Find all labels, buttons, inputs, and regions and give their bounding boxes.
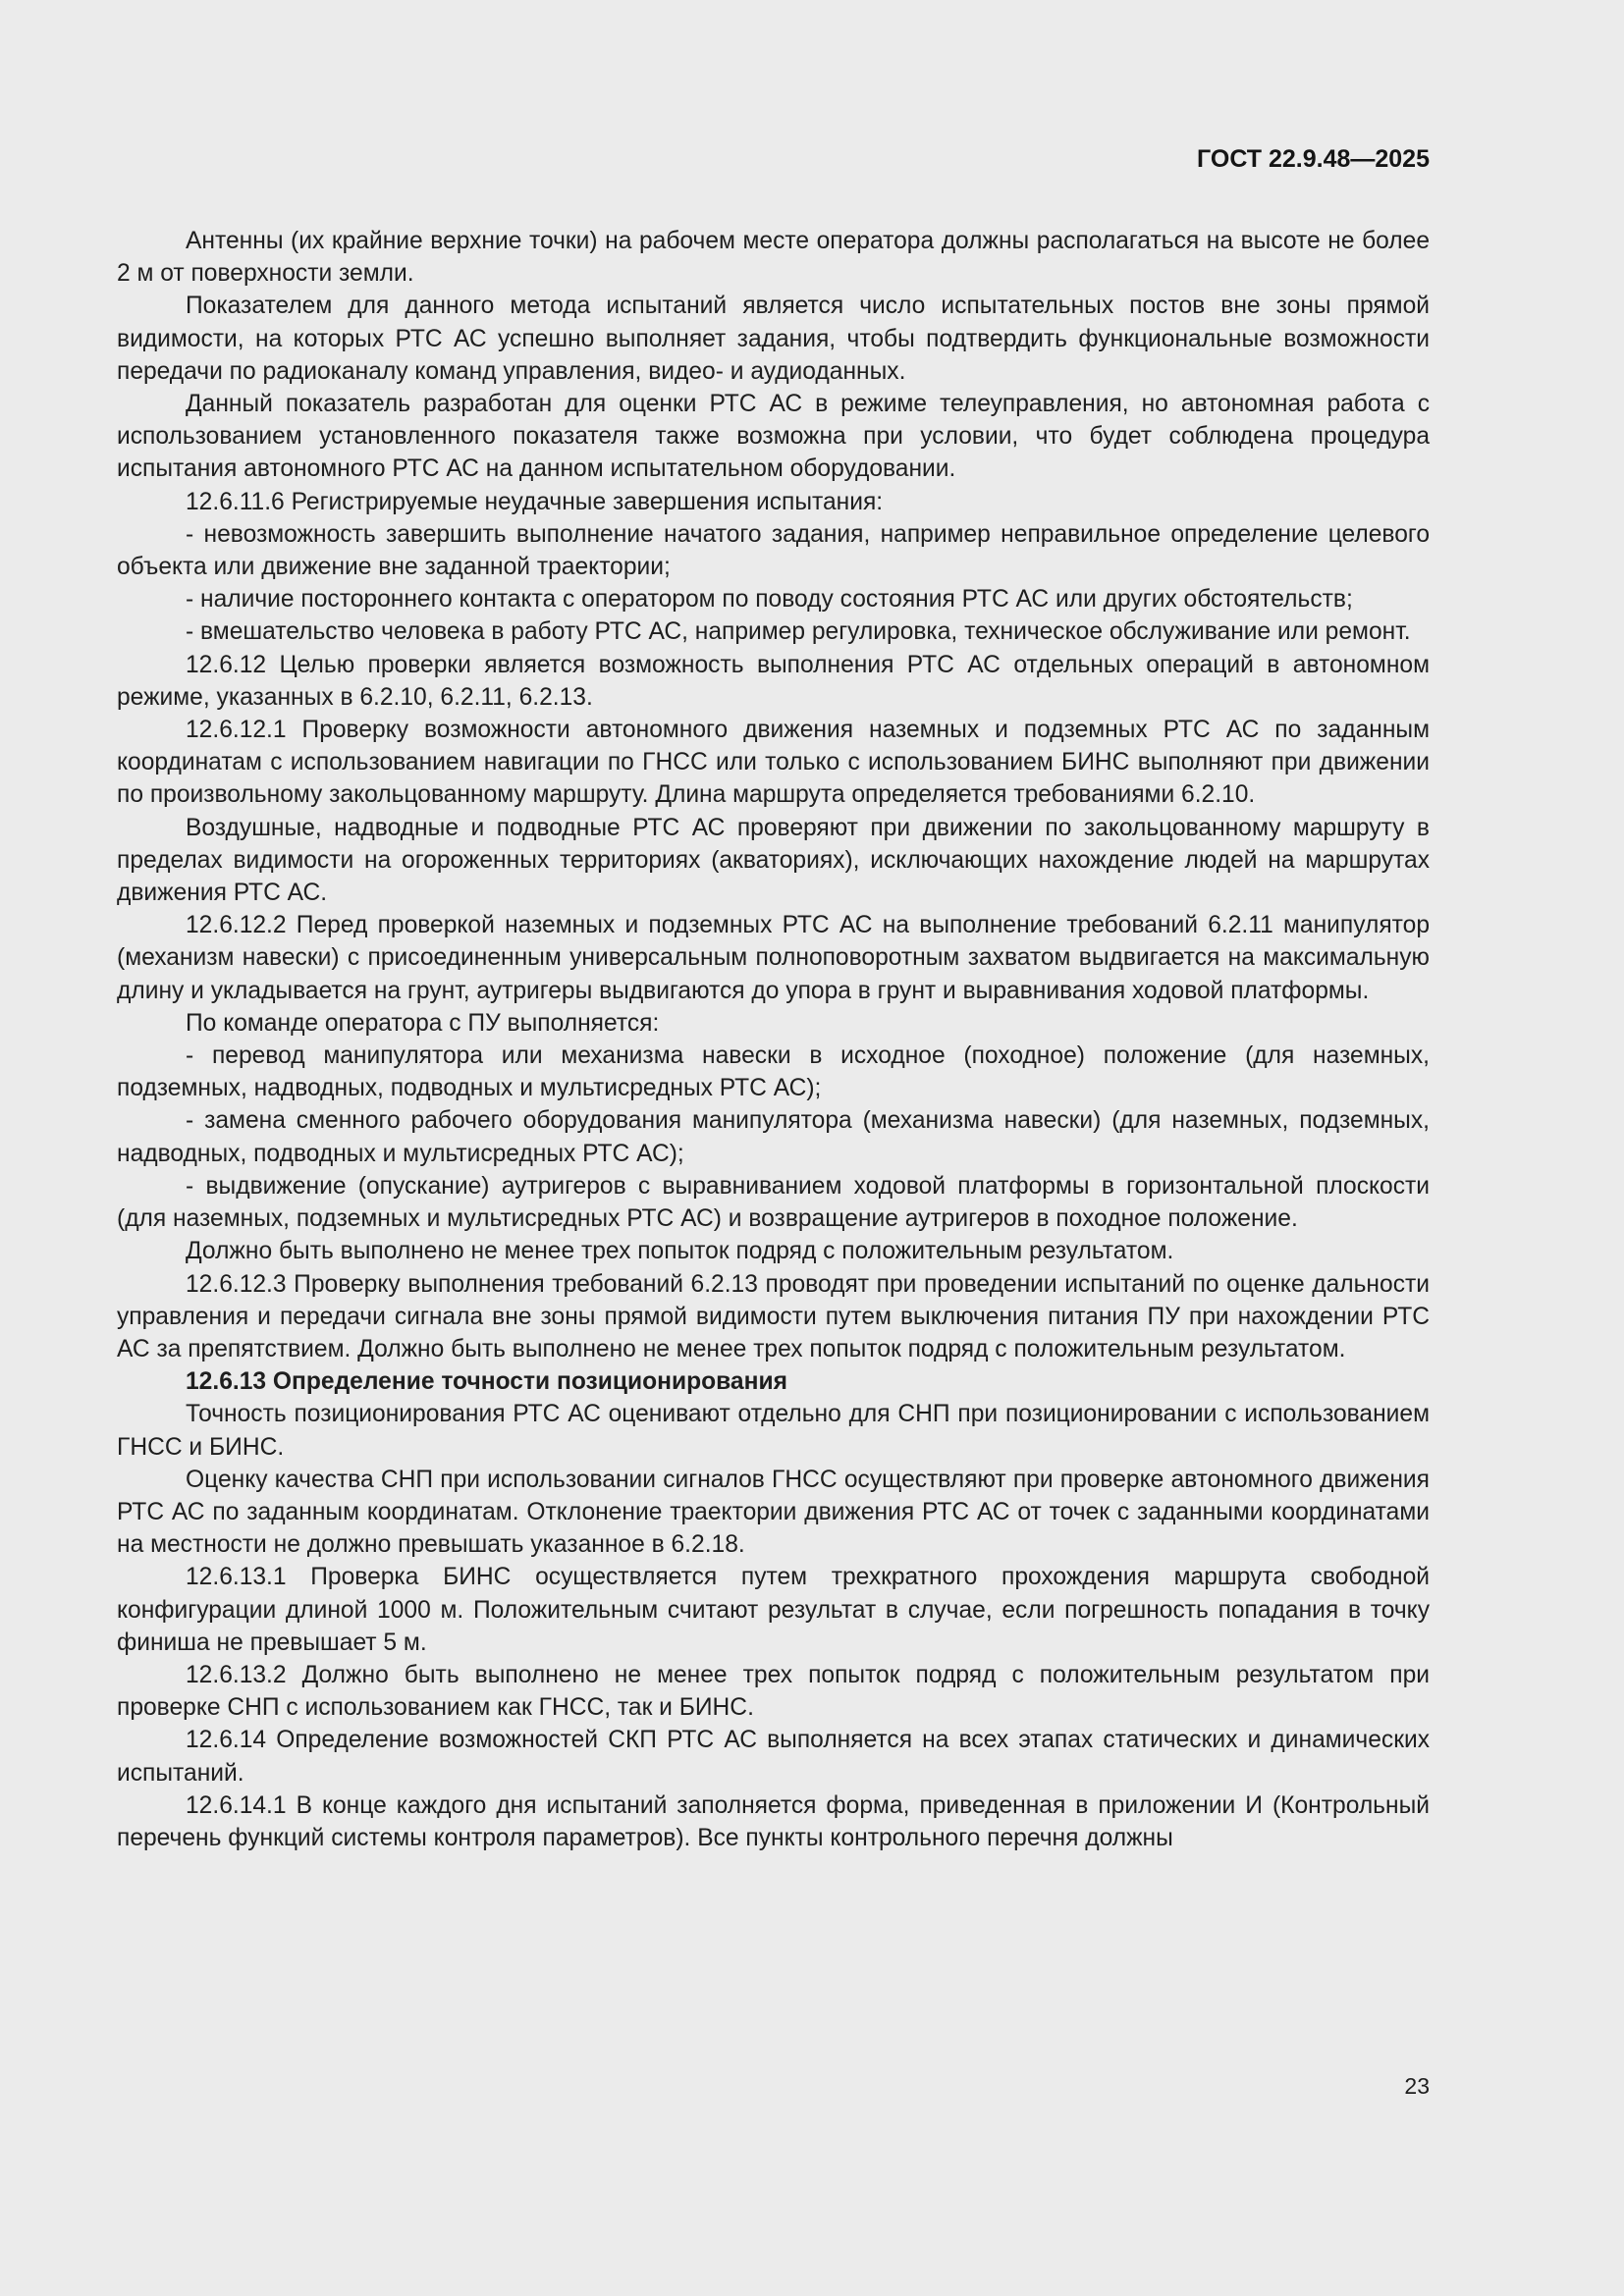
page-number: 23 (1404, 2073, 1430, 2099)
list-item: - наличие постороннего контакта с оператором по поводу состояния РТС АС или других обстоятельств; (186, 586, 1353, 614)
list-item: - замена сменного рабочего оборудования манипулятора (механизма навески) (для наземных, подземных, надводных, подводных и мультисредных РТС АС); (117, 1107, 1430, 1167)
paragraph: 12.6.12.1 Проверку возможности автономного движения наземных и подземных РТС АС по заданным координатам с использованием навигации по ГНСС или только с использованием БИНС выполняют при движении по произвольному закольцованному маршруту. Длина маршрута определяется требованиями 6.2.10. (117, 717, 1430, 809)
paragraph: По команде оператора с ПУ выполняется: (186, 1009, 660, 1037)
paragraph: Должно быть выполнено не менее трех попыток подряд с положительным результатом. (186, 1238, 1174, 1265)
document-body (117, 225, 1430, 1854)
paragraph: Воздушные, надводные и подводные РТС АС проверяют при движении по закольцованному маршруту в пределах видимости на огороженных территориях (акваториях), исключающих нахождение людей на маршрутах движения РТС АС. (117, 814, 1430, 907)
paragraph: Антенны (их крайние верхние точки) на рабочем месте оператора должны располагаться на высоте не более 2 м от поверхности земли. (117, 228, 1430, 288)
paragraph: 12.6.12.2 Перед проверкой наземных и подземных РТС АС на выполнение требований 6.2.11 манипулятор (механизм навески) с присоединенным универсальным полноповоротным захватом выдвигается на максимальную длину и укладывается на грунт, аутригеры выдвигаются до упора в грунт и выравнивания ходовой платформы. (117, 912, 1430, 1004)
paragraph: Показателем для данного метода испытаний является число испытательных постов вне зоны прямой видимости, на которых РТС АС успешно выполняет задания, чтобы подтвердить функциональные возможности передачи по радиоканалу команд управления, видео- и аудиоданных. (117, 293, 1430, 385)
list-item: - вмешательство человека в работу РТС АС, например регулировка, техническое обслуживание или ремонт. (186, 618, 1411, 646)
list-item: - перевод манипулятора или механизма навески в исходное (походное) положение (для наземных, подземных, надводных, подводных и мультисредных РТС АС); (117, 1042, 1430, 1102)
paragraph: Оценку качества СНП при использовании сигналов ГНСС осуществляют при проверке автономного движения РТС АС по заданным координатам. Отклонение траектории движения РТС АС от точек с заданными координатами на местности не должно превышать указанное в 6.2.18. (117, 1466, 1430, 1559)
list-item: - невозможность завершить выполнение начатого задания, например неправильное определение целевого объекта или движение вне заданной траектории; (117, 520, 1430, 581)
paragraph: Данный показатель разработан для оценки РТС АС в режиме телеуправления, но автономная работа с использованием установленного показателя также возможна при условии, что будет соблюдена процедура испытания автономного РТС АС на данном испытательном оборудовании. (117, 391, 1430, 483)
section-heading: 12.6.13 Определение точности позиционирования (186, 1368, 787, 1396)
paragraph: 12.6.14.1 В конце каждого дня испытаний заполняется форма, приведенная в приложении И (Контрольный перечень функций системы контроля параметров). Все пункты контрольного перечня должны (117, 1791, 1430, 1851)
paragraph: 12.6.11.6 Регистрируемые неудачные завершения испытания: (186, 488, 884, 515)
paragraph: 12.6.13.2 Должно быть выполнено не менее трех попыток подряд с положительным результатом при проверке СНП с использованием как ГНСС, так и БИНС. (117, 1661, 1430, 1722)
paragraph: 12.6.12 Целью проверки является возможность выполнения РТС АС отдельных операций в автономном режиме, указанных в 6.2.10, 6.2.11, 6.2.13. (117, 651, 1430, 711)
paragraph: 12.6.14 Определение возможностей СКП РТС АС выполняется на всех этапах статических и динамических испытаний. (117, 1727, 1430, 1787)
paragraph: 12.6.12.3 Проверку выполнения требований 6.2.13 проводят при проведении испытаний по оценке дальности управления и передачи сигнала вне зоны прямой видимости путем выключения питания ПУ при нахождении РТС АС за препятствием. Должно быть выполнено не менее трех попыток подряд с положительным результатом. (117, 1270, 1430, 1362)
paragraph: 12.6.13.1 Проверка БИНС осуществляется путем трехкратного прохождения маршрута свободной конфигурации длиной 1000 м. Положительным считают результат в случае, если погрешность попадания в точку финиша не превышает 5 м. (117, 1564, 1430, 1656)
document-code-header: ГОСТ 22.9.48—2025 (1197, 145, 1430, 173)
list-item: - выдвижение (опускание) аутригеров с выравниванием ходовой платформы в горизонтальной плоскости (для наземных, подземных и мультисредных РТС АС) и возвращение аутригеров в походное положение. (117, 1172, 1430, 1233)
paragraph: Точность позиционирования РТС АС оценивают отдельно для СНП при позиционировании с использованием ГНСС и БИНС. (117, 1401, 1430, 1461)
